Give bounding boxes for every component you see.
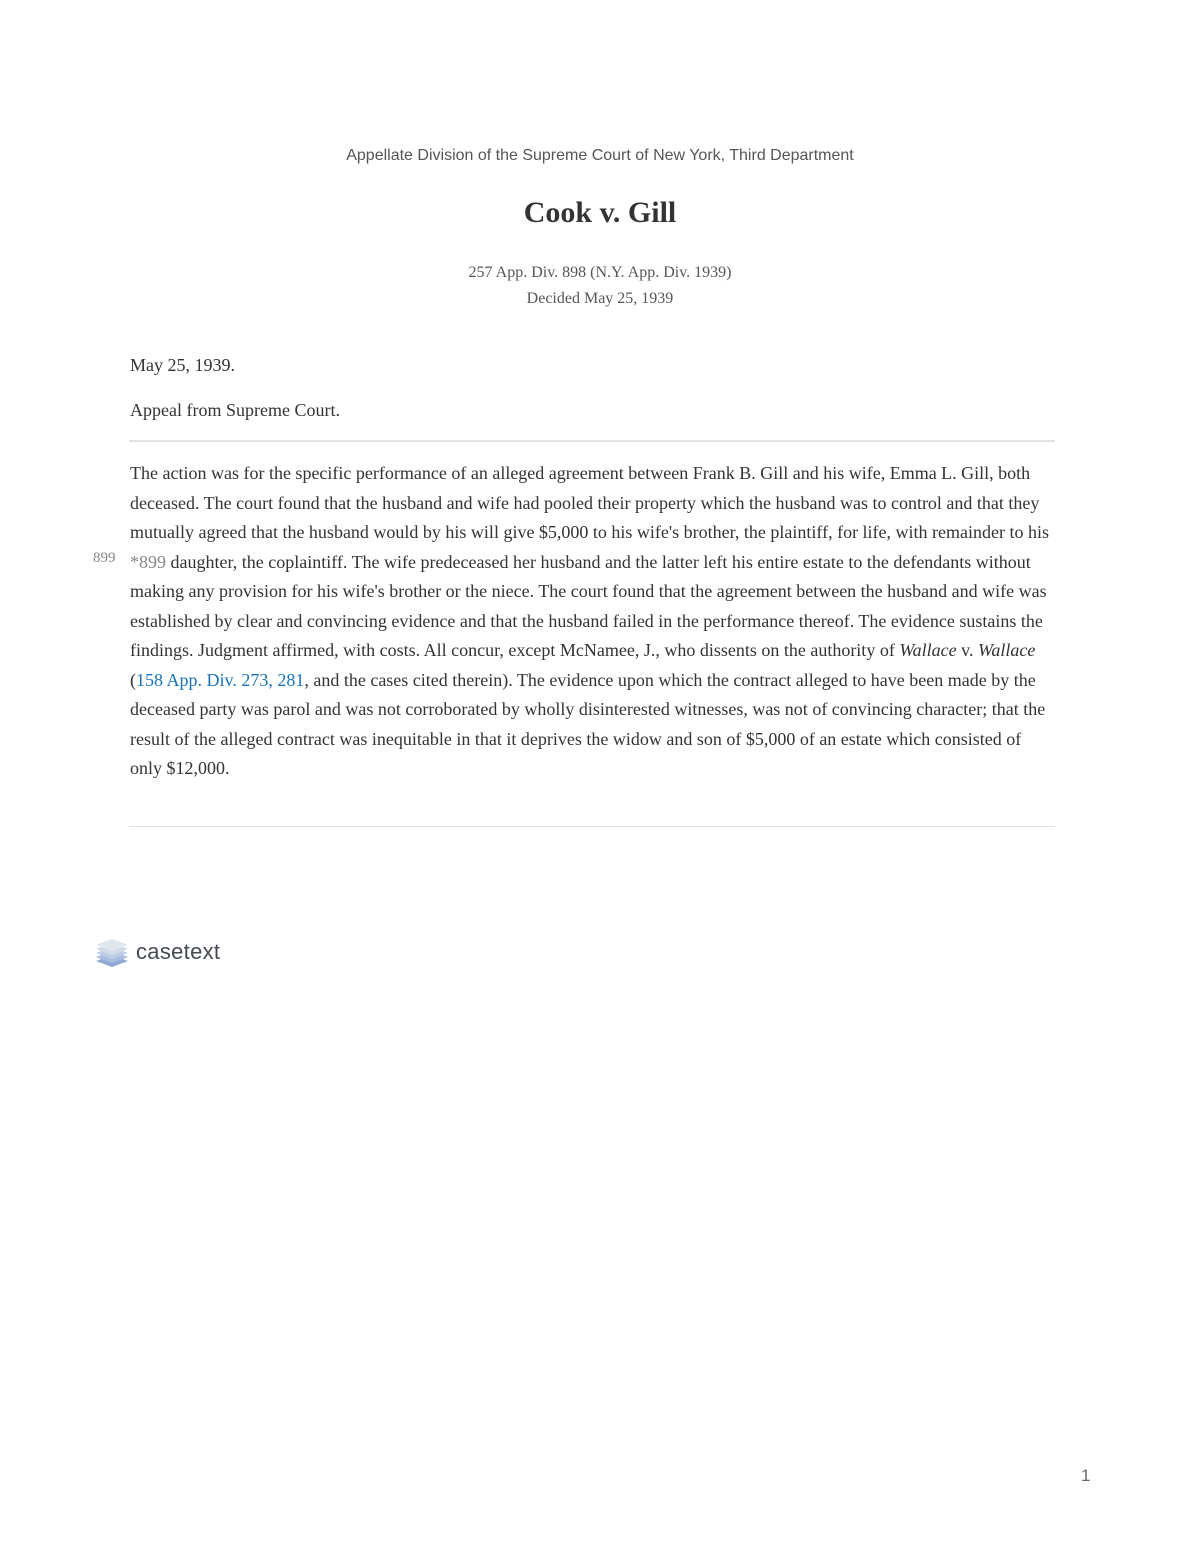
casetext-logo[interactable] [94,934,220,970]
case-citation: 257 App. Div. 898 (N.Y. App. Div. 1939) [468,264,732,281]
opinion-body [130,459,1054,784]
page-number: 1 [1081,1466,1091,1485]
case-party-1: Wallace [899,640,957,660]
margin-page-number: 899 [93,550,116,566]
opinion-text-1: The action was for the specific performance of an alleged agreement between Frank B. Gill and his wife, Emma L. Gill, both deceased. The court found that the husband and wife had pooled their property which the husband was to control and that they mutually agreed that the husband would by his will give $5,000 to his wife's brother, the plaintiff, for life, with remainder to his [130,463,1050,542]
case-v: v. [956,640,978,660]
decided-date: Decided May 25, 1939 [526,290,674,307]
opinion-text-2: daughter, the coplaintiff. The wife predeceased her husband and the latter left his entire estate to the defendants without making any provision for his wife's brother or the niece. The court found that the agreement between the husband and wife was established by clear and convincing evidence and that the husband failed in the performance thereof. The evidence sustains the findings. Judgment affirmed, with costs. All concur, except McNamee, J., who dissents on the authority of [130,551,1047,660]
opinion-paragraph [130,459,1054,784]
bottom-divider [129,826,1055,827]
case-title: Cook v. Gill [523,196,677,229]
paren-open: ( [130,669,136,690]
star-page-marker: *899 [130,551,166,572]
stacked-layers-icon [94,935,130,969]
appeal-line: Appeal from Supreme Court. [130,400,340,420]
opinion-date: May 25, 1939. [130,355,235,375]
case-party-2: Wallace [977,640,1036,660]
citation-link[interactable]: 158 App. Div. 273, 281 [136,669,305,690]
logo-text: casetext [136,939,221,964]
court-name: Appellate Division of the Supreme Court of New York, Third Department [346,147,854,164]
opinion-text-3: , and the cases cited therein). The evidence upon which the contract alleged to have been made by the deceased party was parol and was not corroborated by wholly disinterested witnesses, was not of convincing character; that the result of the alleged contract was inequitable in that it deprives the widow and son of $5,000 of an estate which consisted of only $12,000. [130,669,1046,778]
top-divider [129,440,1055,442]
